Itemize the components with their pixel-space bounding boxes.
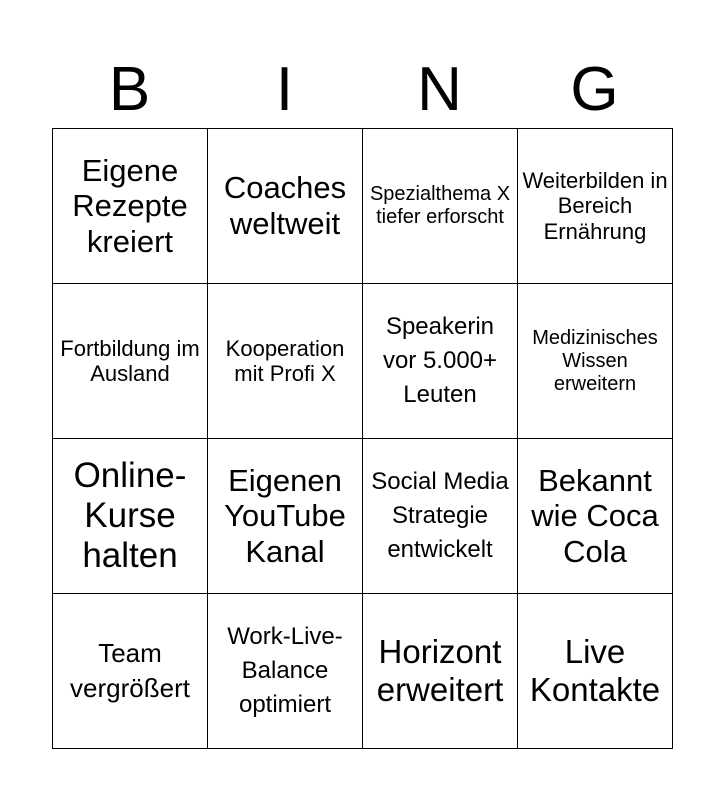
bingo-cell[interactable]: Bekannt wie Coca Cola: [518, 439, 673, 594]
bingo-cell[interactable]: Coaches weltweit: [208, 129, 363, 284]
bingo-cell[interactable]: Social Media Strategie entwickelt: [363, 439, 518, 594]
header-letter-n: N: [417, 55, 462, 124]
bingo-cell[interactable]: Weiterbilden in Bereich Ernährung: [518, 129, 673, 284]
bingo-cell[interactable]: Medizinisches Wissen erweitern: [518, 284, 673, 439]
bingo-cell[interactable]: Horizont erweitert: [363, 594, 518, 749]
header-letter-i: I: [275, 55, 294, 124]
header-letter-g: G: [570, 55, 619, 124]
bingo-cell[interactable]: Speakerin vor 5.000+ Leuten: [363, 284, 518, 439]
bingo-header: [52, 52, 672, 128]
board-row: [53, 284, 673, 439]
board-row: [53, 439, 673, 594]
bingo-cell[interactable]: Online-Kurse halten: [53, 439, 208, 594]
bingo-cell[interactable]: Live Kontakte: [518, 594, 673, 749]
bingo-cell[interactable]: Eigene Rezepte kreiert: [53, 129, 208, 284]
bingo-cell[interactable]: Kooperation mit Profi X: [208, 284, 363, 439]
bingo-board: [52, 128, 673, 749]
bingo-cell[interactable]: Fortbildung im Ausland: [53, 284, 208, 439]
header-letter-b: B: [108, 55, 151, 124]
bingo-cell[interactable]: Work-Live-Balance optimiert: [208, 594, 363, 749]
bingo-cell[interactable]: Eigenen YouTube Kanal: [208, 439, 363, 594]
board-row: [53, 594, 673, 749]
bingo-cell[interactable]: Spezialthema X tiefer erforscht: [363, 129, 518, 284]
bingo-cell[interactable]: Team vergrößert: [53, 594, 208, 749]
board-row: [53, 129, 673, 284]
